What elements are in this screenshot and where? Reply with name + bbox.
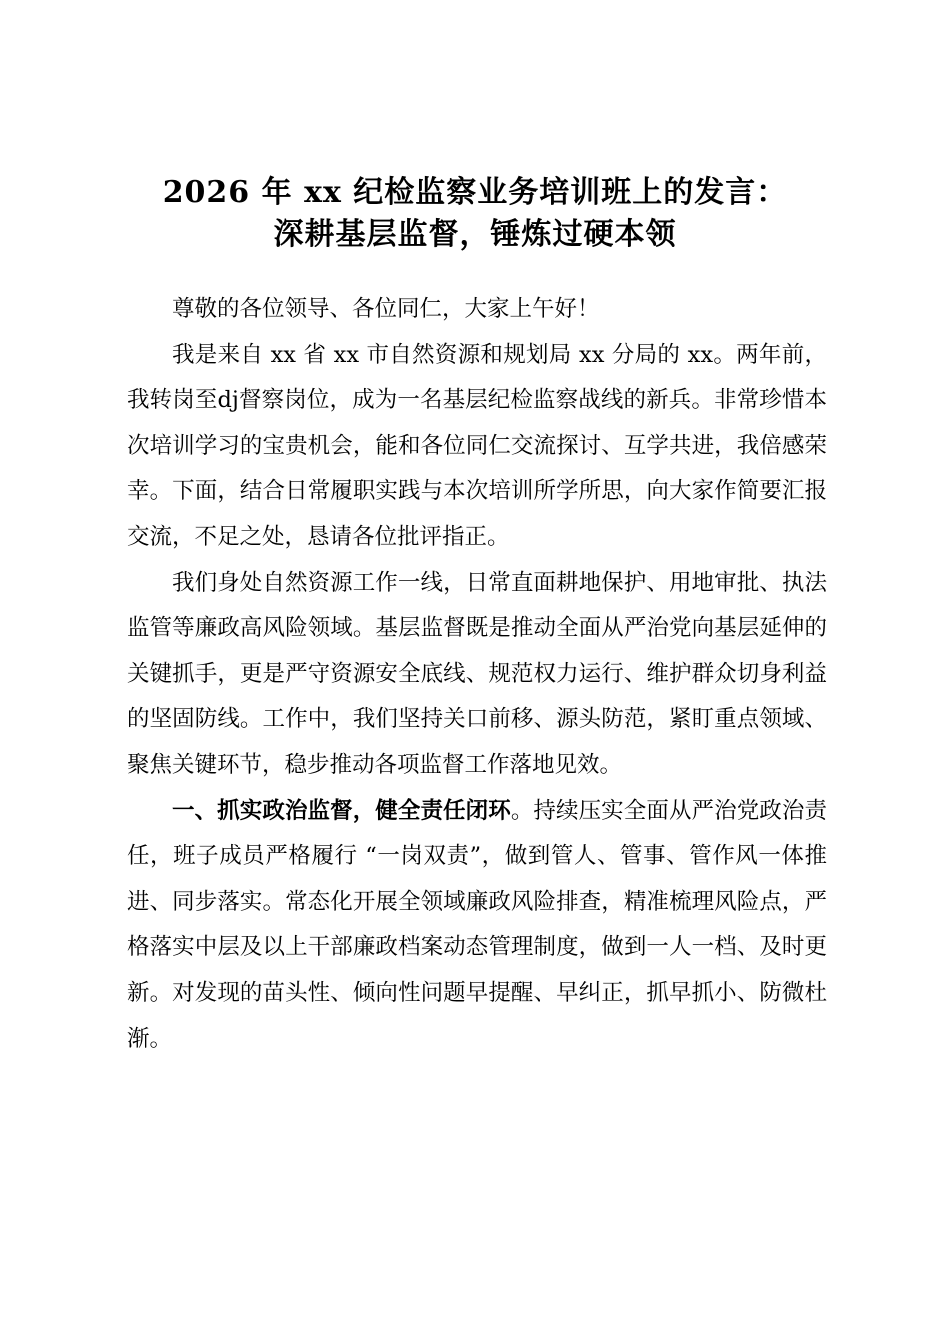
greeting-paragraph: 尊敬的各位领导、各位同仁，大家上午好！ (172, 296, 600, 322)
intro-paragraph: 我是来自 xx 省 xx 市自然资源和规划局 xx 分局的 xx。两年前，我转岗至dj督察岗位，成为一名基层纪检监察战线的新兵。非常珍惜本次培训学习的宝贵机会，能和各位同仁交流探讨、互学共进，我倍感荣幸。下面，结合日常履职实践与本次培训所学所思，向大家作简要汇报交流，不足之处，恳请各位批评指正。 (127, 341, 827, 550)
section-1-paragraph (127, 789, 827, 1063)
section-1-text: 。持续压实全面从严治党政治责任，班子成员严格履行 “一岗双责”，做到管人、管事、管作风一体推进、同步落实。常态化开展全领域廉政风险排查，精准梳理风险点，严格落实中层及以上干部廉政档案动态管理制度，做到一人一档、及时更新。对发现的苗头性、倾向性问题早提醒、早纠正，抓早抓小、防微杜渐。 (127, 797, 827, 1052)
document-title-line-2: 深耕基层监督，锤炼过硬本领 (273, 217, 677, 252)
document-title-line-1: 2026 年 xx 纪检监察业务培训班上的发言： (162, 175, 788, 210)
background-paragraph: 我们身处自然资源工作一线，日常直面耕地保护、用地审批、执法监管等廉政高风险领域。基层监督既是推动全面从严治党向基层延伸的关键抓手，更是严守资源安全底线、规范权力运行、维护群众切身利益的坚固防线。工作中，我们坚持关口前移、源头防范，紧盯重点领域、聚焦关键环节，稳步推动各项监督工作落地见效。 (127, 569, 827, 778)
document-body (127, 287, 827, 1062)
section-1-heading: 一、抓实政治监督，健全责任闭环 (172, 797, 511, 824)
